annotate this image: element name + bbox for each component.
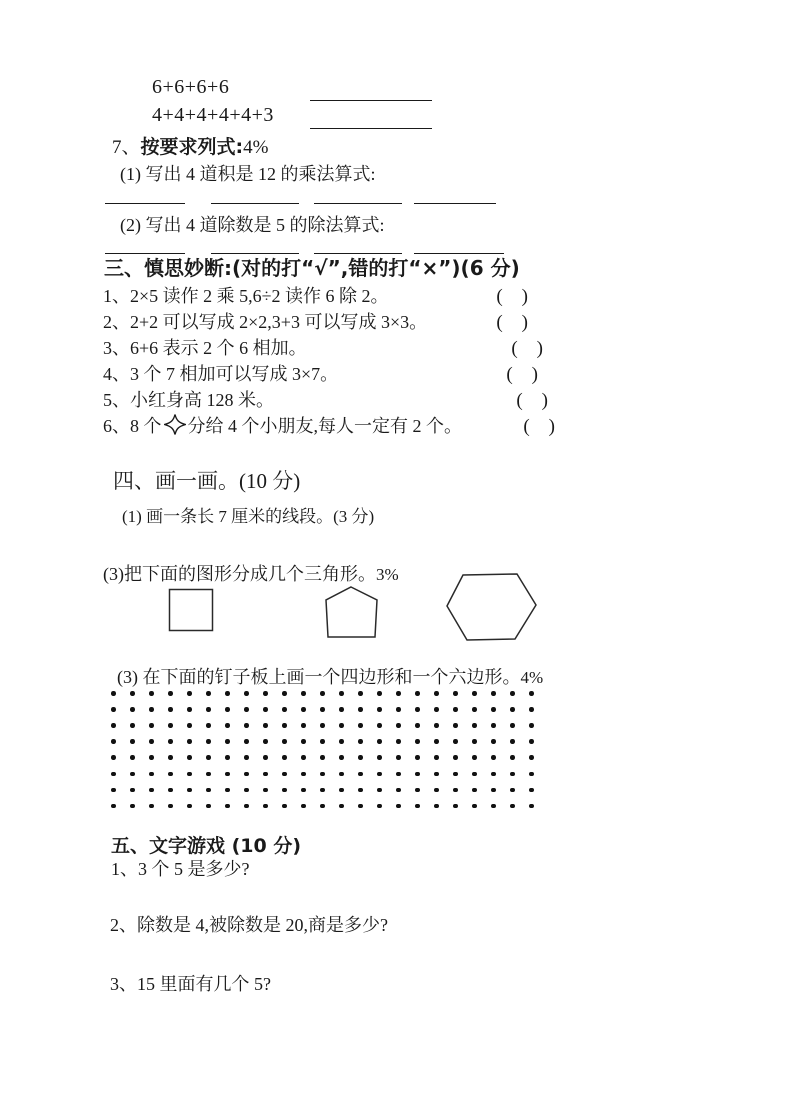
peg-dot — [282, 772, 287, 777]
peg-dot — [415, 723, 420, 728]
question-7-score: 4% — [243, 137, 269, 158]
peg-dot — [168, 739, 173, 744]
peg-dot — [396, 804, 401, 809]
peg-dot — [472, 707, 477, 712]
peg-dot — [111, 755, 116, 760]
peg-dot — [339, 804, 344, 809]
peg-dot — [396, 788, 401, 793]
peg-dot — [510, 788, 515, 793]
peg-dot — [358, 739, 363, 744]
peg-dot — [472, 723, 477, 728]
peg-dot — [377, 755, 382, 760]
section-five-heading: 五、文字游戏 (10 分) — [111, 835, 302, 857]
peg-dot — [111, 691, 116, 696]
peg-dot — [130, 707, 135, 712]
peg-dot — [434, 788, 439, 793]
word-game-question-1: 1、3 个 5 是多少? — [111, 859, 250, 879]
peg-dot — [377, 739, 382, 744]
peg-dot — [491, 723, 496, 728]
peg-dot — [244, 772, 249, 777]
peg-dot — [453, 772, 458, 777]
peg-dot — [320, 755, 325, 760]
peg-dot — [187, 788, 192, 793]
peg-dot — [434, 755, 439, 760]
part-3a-score: 3% — [376, 565, 399, 584]
answer-parentheses: ( ) — [506, 364, 538, 385]
peg-dot — [187, 804, 192, 809]
peg-dot — [111, 772, 116, 777]
peg-dot — [491, 707, 496, 712]
answer-blank-row-division — [105, 239, 504, 259]
peg-dot — [149, 788, 154, 793]
peg-dot — [320, 739, 325, 744]
peg-dot — [111, 707, 116, 712]
peg-dot — [529, 804, 534, 809]
peg-dot — [244, 707, 249, 712]
peg-dot — [187, 691, 192, 696]
peg-dot — [301, 804, 306, 809]
true-false-statement: 2、2+2 可以写成 2×2,3+3 可以写成 3×3。 — [103, 312, 428, 332]
peg-dot — [244, 691, 249, 696]
peg-dot — [529, 691, 534, 696]
peg-dot — [320, 723, 325, 728]
peg-dot — [491, 804, 496, 809]
hexagon-shape — [445, 572, 538, 642]
peg-dot — [244, 739, 249, 744]
peg-dot — [358, 772, 363, 777]
peg-dot — [434, 739, 439, 744]
peg-dot — [434, 723, 439, 728]
peg-dot — [149, 772, 154, 777]
section-four-heading: 四、画一画。(10 分) — [113, 469, 301, 493]
peg-dot — [320, 691, 325, 696]
peg-dot — [510, 755, 515, 760]
peg-dot — [377, 788, 382, 793]
answer-blank — [414, 239, 504, 254]
peg-dot — [206, 772, 211, 777]
peg-dot — [263, 788, 268, 793]
peg-dot — [187, 739, 192, 744]
peg-dot — [396, 772, 401, 777]
peg-dot — [358, 755, 363, 760]
question-7-title: 按要求列式: — [140, 136, 244, 158]
peg-dot — [339, 755, 344, 760]
peg-dot — [130, 691, 135, 696]
true-false-item-1 — [103, 282, 528, 308]
peg-dot — [282, 723, 287, 728]
addition-expression-2: 4+4+4+4+4+3 — [152, 104, 274, 126]
peg-dot — [225, 707, 230, 712]
peg-dot — [282, 788, 287, 793]
peg-dot — [187, 772, 192, 777]
answer-blank — [314, 189, 402, 204]
peg-dot — [130, 804, 135, 809]
peg-dot — [244, 804, 249, 809]
peg-dot — [244, 788, 249, 793]
peg-dot — [149, 723, 154, 728]
peg-dot — [168, 707, 173, 712]
peg-dot — [130, 739, 135, 744]
answer-parentheses: ( ) — [511, 338, 543, 359]
peg-dot — [149, 804, 154, 809]
part-3a-text: (3)把下面的图形分成几个三角形。 — [103, 564, 376, 584]
true-false-statement: 3、6+6 表示 2 个 6 相加。 — [103, 338, 307, 358]
peg-dot — [415, 772, 420, 777]
peg-dot — [377, 723, 382, 728]
peg-dot — [434, 772, 439, 777]
true-false-item-6 — [103, 412, 555, 438]
question-7-part-2: (2) 写出 4 道除数是 5 的除法算式: — [120, 215, 385, 235]
peg-dot — [453, 788, 458, 793]
peg-dot — [453, 707, 458, 712]
peg-dot — [168, 804, 173, 809]
peg-dot — [206, 691, 211, 696]
peg-dot — [206, 755, 211, 760]
peg-dot — [168, 788, 173, 793]
answer-blank — [314, 239, 402, 254]
peg-dot — [225, 804, 230, 809]
peg-dot — [168, 772, 173, 777]
peg-dot — [434, 707, 439, 712]
peg-dot — [510, 707, 515, 712]
peg-dot — [149, 691, 154, 696]
peg-dot — [358, 804, 363, 809]
peg-dot — [434, 804, 439, 809]
peg-dot — [301, 707, 306, 712]
answer-parentheses: ( ) — [523, 416, 555, 437]
peg-dot — [491, 739, 496, 744]
peg-dot — [206, 804, 211, 809]
peg-dot — [453, 755, 458, 760]
true-false-statement: 4、3 个 7 相加可以写成 3×7。 — [103, 364, 339, 384]
peg-dot — [396, 691, 401, 696]
square-shape — [168, 588, 215, 633]
peg-dot — [301, 723, 306, 728]
section-four-part-1: (1) 画一条长 7 厘米的线段。(3 分) — [122, 507, 375, 526]
true-false-item-4 — [103, 360, 538, 386]
peg-dot — [358, 691, 363, 696]
peg-dot — [320, 804, 325, 809]
peg-dot — [244, 755, 249, 760]
peg-dot — [339, 723, 344, 728]
peg-dot — [358, 788, 363, 793]
peg-dot — [168, 755, 173, 760]
peg-dot — [301, 691, 306, 696]
section-four-part-3a — [103, 560, 399, 586]
peg-dot — [415, 755, 420, 760]
answer-blank — [310, 114, 432, 129]
question-7-part-1: (1) 写出 4 道积是 12 的乘法算式: — [120, 164, 376, 184]
peg-dot — [415, 788, 420, 793]
peg-dot — [491, 691, 496, 696]
peg-dot — [434, 691, 439, 696]
peg-dot — [263, 739, 268, 744]
peg-dot — [225, 788, 230, 793]
peg-dot — [453, 691, 458, 696]
peg-dot — [491, 772, 496, 777]
answer-blank — [414, 189, 496, 204]
peg-dot — [206, 707, 211, 712]
peg-dot — [149, 707, 154, 712]
peg-dot — [529, 755, 534, 760]
peg-dot — [301, 755, 306, 760]
part-3b-text: (3) 在下面的钉子板上画一个四边形和一个六边形。 — [117, 667, 521, 687]
section-four-part-3b — [117, 663, 543, 689]
peg-dot — [377, 772, 382, 777]
peg-dot — [282, 755, 287, 760]
peg-dot — [396, 755, 401, 760]
peg-dot — [282, 739, 287, 744]
peg-dot — [529, 723, 534, 728]
true-false-statement — [103, 412, 462, 438]
peg-dot — [206, 739, 211, 744]
peg-dot — [339, 772, 344, 777]
peg-dot — [472, 691, 477, 696]
peg-dot — [301, 788, 306, 793]
peg-dot — [453, 739, 458, 744]
peg-dot — [472, 755, 477, 760]
true-false-statement: 1、2×5 读作 2 乘 5,6÷2 读作 6 除 2。 — [103, 286, 389, 306]
peg-dot — [339, 788, 344, 793]
peg-dot — [529, 707, 534, 712]
peg-dot — [453, 804, 458, 809]
peg-dot — [225, 739, 230, 744]
section-three-heading: 三、慎思妙断:(对的打“√”,错的打“×”)(6 分) — [104, 256, 520, 280]
answer-blank — [211, 239, 299, 254]
peg-dot — [187, 707, 192, 712]
peg-dot — [510, 739, 515, 744]
peg-dot — [320, 772, 325, 777]
peg-dot — [320, 788, 325, 793]
peg-dot — [282, 804, 287, 809]
answer-blank — [211, 189, 299, 204]
peg-dot — [130, 755, 135, 760]
peg-dot — [187, 755, 192, 760]
answer-blank — [310, 86, 432, 101]
answer-blank — [105, 189, 185, 204]
peg-dot — [510, 691, 515, 696]
answer-parentheses: ( ) — [496, 312, 528, 333]
peg-dot — [168, 723, 173, 728]
statement-prefix: 6、8 个 — [103, 416, 162, 436]
peg-dot — [529, 772, 534, 777]
true-false-statement: 5、小红身高 128 米。 — [103, 390, 274, 410]
true-false-item-2 — [103, 308, 528, 334]
peg-dot — [377, 804, 382, 809]
peg-dot — [111, 739, 116, 744]
peg-dot — [415, 691, 420, 696]
pegboard-dot-grid — [111, 691, 551, 811]
peg-dot — [263, 691, 268, 696]
statement-suffix: 分给 4 个小朋友,每人一定有 2 个。 — [187, 416, 462, 436]
peg-dot — [472, 804, 477, 809]
true-false-item-3 — [103, 334, 543, 360]
peg-dot — [187, 723, 192, 728]
answer-parentheses: ( ) — [496, 286, 528, 307]
peg-dot — [301, 739, 306, 744]
peg-dot — [111, 804, 116, 809]
peg-dot — [472, 739, 477, 744]
peg-dot — [130, 772, 135, 777]
peg-dot — [472, 788, 477, 793]
peg-dot — [339, 707, 344, 712]
answer-blank — [105, 239, 185, 254]
peg-dot — [225, 772, 230, 777]
peg-dot — [282, 707, 287, 712]
peg-dot — [320, 707, 325, 712]
answer-blank-row-multiplication — [105, 189, 496, 209]
peg-dot — [244, 723, 249, 728]
peg-dot — [510, 723, 515, 728]
peg-dot — [453, 723, 458, 728]
question-7-number: 7、 — [112, 137, 141, 158]
peg-dot — [339, 691, 344, 696]
question-7-heading — [112, 132, 268, 159]
peg-dot — [358, 707, 363, 712]
peg-dot — [339, 739, 344, 744]
peg-dot — [377, 691, 382, 696]
peg-dot — [149, 739, 154, 744]
peg-dot — [529, 788, 534, 793]
peg-dot — [130, 788, 135, 793]
peg-dot — [263, 707, 268, 712]
peg-dot — [225, 723, 230, 728]
peg-dot — [491, 755, 496, 760]
peg-dot — [510, 804, 515, 809]
four-pointed-star-icon — [164, 414, 186, 435]
peg-dot — [396, 723, 401, 728]
peg-dot — [415, 739, 420, 744]
true-false-item-5 — [103, 386, 548, 412]
peg-dot — [263, 755, 268, 760]
part-3b-score: 4% — [520, 668, 544, 687]
pentagon-shape — [324, 585, 380, 640]
word-game-question-3: 3、15 里面有几个 5? — [110, 974, 271, 994]
peg-dot — [415, 804, 420, 809]
peg-dot — [168, 691, 173, 696]
peg-dot — [396, 739, 401, 744]
peg-dot — [301, 772, 306, 777]
peg-dot — [491, 788, 496, 793]
peg-dot — [358, 723, 363, 728]
peg-dot — [415, 707, 420, 712]
word-game-question-2: 2、除数是 4,被除数是 20,商是多少? — [110, 915, 388, 935]
addition-expression-1: 6+6+6+6 — [152, 76, 230, 98]
peg-dot — [130, 723, 135, 728]
peg-dot — [282, 691, 287, 696]
peg-dot — [225, 691, 230, 696]
peg-dot — [377, 707, 382, 712]
peg-dot — [472, 772, 477, 777]
peg-dot — [529, 739, 534, 744]
peg-dot — [206, 788, 211, 793]
peg-dot — [396, 707, 401, 712]
peg-dot — [263, 804, 268, 809]
peg-dot — [263, 772, 268, 777]
peg-dot — [225, 755, 230, 760]
peg-dot — [111, 723, 116, 728]
peg-dot — [111, 788, 116, 793]
peg-dot — [263, 723, 268, 728]
peg-dot — [206, 723, 211, 728]
peg-dot — [149, 755, 154, 760]
answer-parentheses: ( ) — [516, 390, 548, 411]
peg-dot — [510, 772, 515, 777]
